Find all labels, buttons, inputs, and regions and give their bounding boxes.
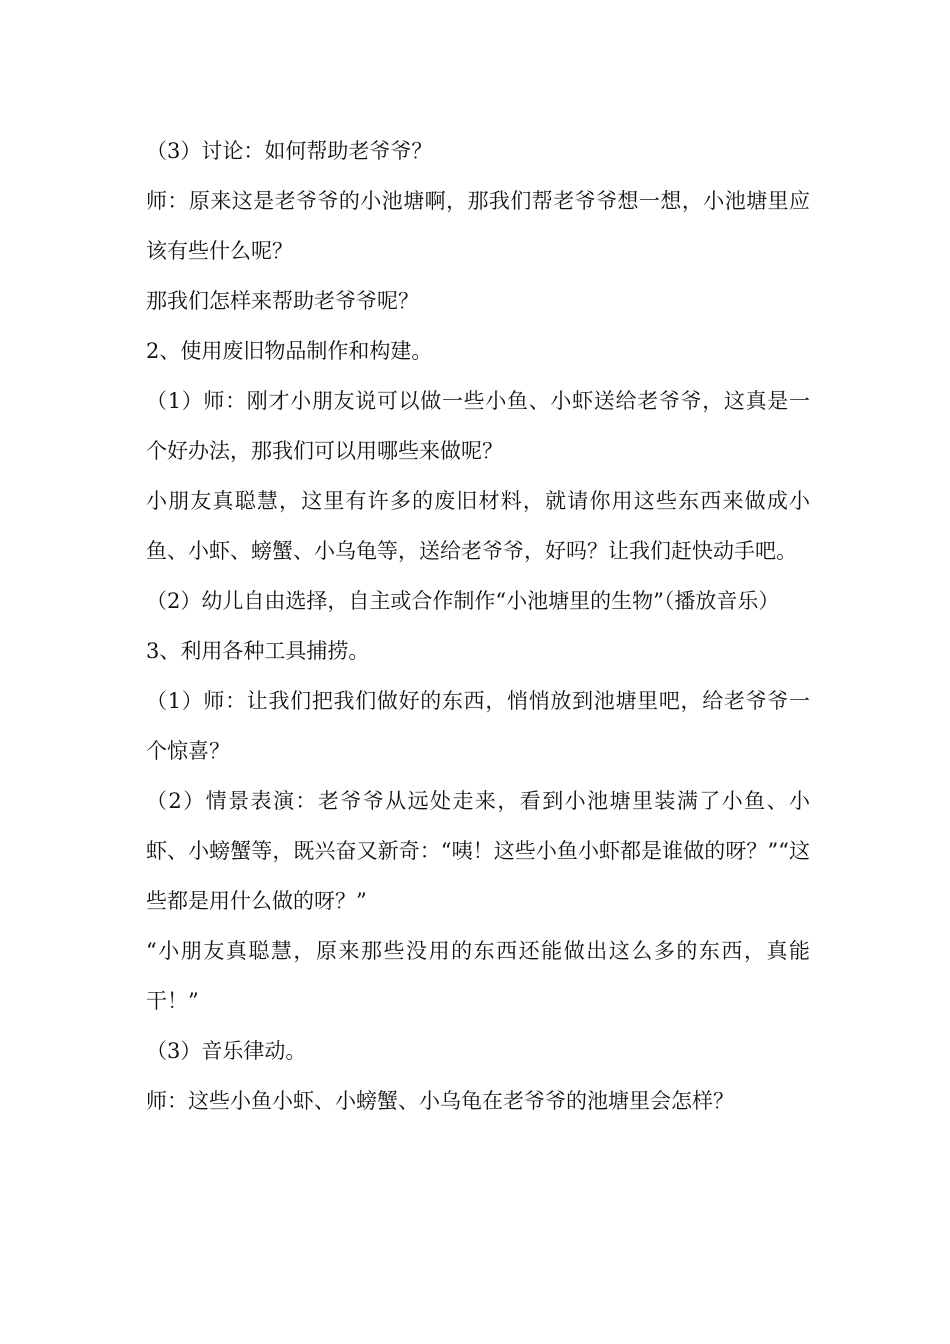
paragraph-praise-quote: “小朋友真聪慧，原来那些没用的东西还能做出这么多的东西，真能干！”: [146, 939, 810, 1013]
paragraph-section-2-heading: 2、使用废旧物品制作和构建。: [146, 339, 433, 363]
document-body: [146, 126, 810, 1126]
paragraph-teacher-pond-question: 师：原来这是老爷爷的小池塘啊，那我们帮老爷爷想一想，小池塘里应该有些什么呢？: [146, 189, 810, 263]
paragraph-section-3-heading: 3、利用各种工具捕捞。: [146, 639, 370, 663]
paragraph-waste-materials: 小朋友真聪慧，这里有许多的废旧材料，就请你用这些东西来做成小鱼、小虾、螃蟹、小乌龟等，送给老爷爷，好吗？让我们赶快动手吧。: [146, 489, 810, 563]
paragraph-discussion-heading: （3）讨论：如何帮助老爷爷？: [146, 139, 433, 163]
paragraph-how-to-help: 那我们怎样来帮助老爷爷呢？: [146, 289, 419, 313]
paragraph-put-in-pond: （1）师：让我们把我们做好的东西，悄悄放到池塘里吧，给老爷爷一个惊喜？: [146, 689, 810, 763]
paragraph-teacher-make-fish: （1）师：刚才小朋友说可以做一些小鱼、小虾送给老爷爷，这真是一个好办法，那我们可以用哪些来做呢？: [146, 389, 810, 463]
paragraph-scene-performance: （2）情景表演：老爷爷从远处走来，看到小池塘里装满了小鱼、小虾、小螃蟹等，既兴奋又新奇：“咦！这些小鱼小虾都是谁做的呀？”“这些都是用什么做的呀？”: [146, 789, 810, 913]
paragraph-free-choice: （2）幼儿自由选择，自主或合作制作“小池塘里的生物”（播放音乐）: [146, 589, 780, 613]
paragraph-music-rhythm: （3）音乐律动。: [146, 1039, 307, 1063]
paragraph-teacher-final-question: 师：这些小鱼小虾、小螃蟹、小乌龟在老爷爷的池塘里会怎样？: [146, 1089, 734, 1113]
